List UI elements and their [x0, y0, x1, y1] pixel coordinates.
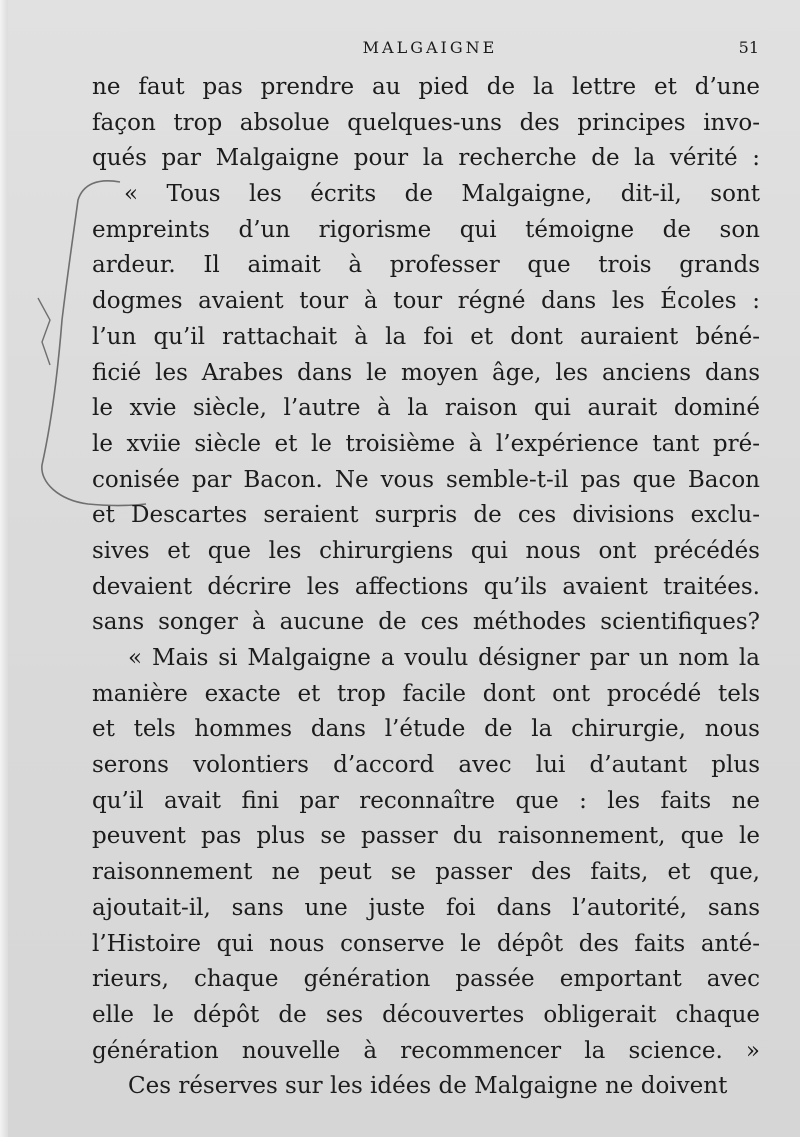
text-line: « Mais si Malgaigne a voulu désigner par un nom la [128, 645, 760, 671]
text-line: ficié les Arabes dans le moyen âge, les anciens dans [92, 359, 760, 386]
text-line: qu’il avait fini par reconnaître que : les faits ne [92, 787, 760, 814]
text-line: le xvie siècle, l’autre à la raison qui aurait dominé [92, 395, 760, 422]
text-line: dogmes avaient tour à tour régné dans les Écoles : [92, 288, 760, 315]
text-line: conisée par Bacon. Ne vous semble-t-il pas que Bacon [92, 466, 760, 493]
text-line: raisonnement ne peut se passer des faits, et que, [92, 859, 760, 886]
page-number: 51 [738, 38, 759, 57]
text-line: génération nouvelle à recommencer la science. » [92, 1037, 760, 1064]
text-line: peuvent pas plus se passer du raisonnement, que le [92, 823, 760, 850]
text-line: empreints d’un rigorisme qui témoigne de son [92, 216, 760, 243]
text-line: et tels hommes dans l’étude de la chirurgie, nous [92, 716, 760, 743]
text-line: elle le dépôt de ses découvertes obligerait chaque [92, 1001, 760, 1028]
text-line: « Tous les écrits de Malgaigne, dit-il, sont [124, 181, 760, 208]
running-head: MALGAIGNE [362, 38, 498, 57]
text-line: et Descartes seraient surpris de ces divisions exclu- [92, 502, 760, 529]
text-line: devaient décrire les affections qu’ils avaient traitées. [92, 573, 760, 600]
text-line: sans songer à aucune de ces méthodes scientifiques? [92, 609, 760, 636]
text-line: Ces réserves sur les idées de Malgaigne ne doivent [128, 1073, 728, 1100]
body-text [92, 70, 760, 1105]
page-edge [0, 0, 8, 1137]
text-line: rieurs, chaque génération passée emportant avec [92, 966, 760, 993]
text-line: sives et que les chirurgiens qui nous ont précédés [92, 537, 760, 564]
text-line: l’un qu’il rattachait à la foi et dont auraient béné- [92, 323, 760, 350]
text-line: serons volontiers d’accord avec lui d’autant plus [92, 752, 760, 779]
text-line: l’Histoire qui nous conserve le dépôt des faits anté- [92, 930, 760, 957]
page-header [95, 36, 765, 60]
text-line: façon trop absolue quelques-uns des principes invo- [92, 109, 760, 136]
text-line: ardeur. Il aimait à professer que trois grands [92, 252, 760, 279]
text-line: ajoutait-il, sans une juste foi dans l’autorité, sans [92, 894, 760, 921]
text-line: manière exacte et trop facile dont ont procédé tels [92, 680, 760, 707]
text-line: le xviie siècle et le troisième à l’expérience tant pré- [92, 430, 760, 457]
text-line: qués par Malgaigne pour la recherche de la vérité : [92, 145, 760, 172]
text-line: ne faut pas prendre au pied de la lettre et d’une [92, 74, 760, 100]
